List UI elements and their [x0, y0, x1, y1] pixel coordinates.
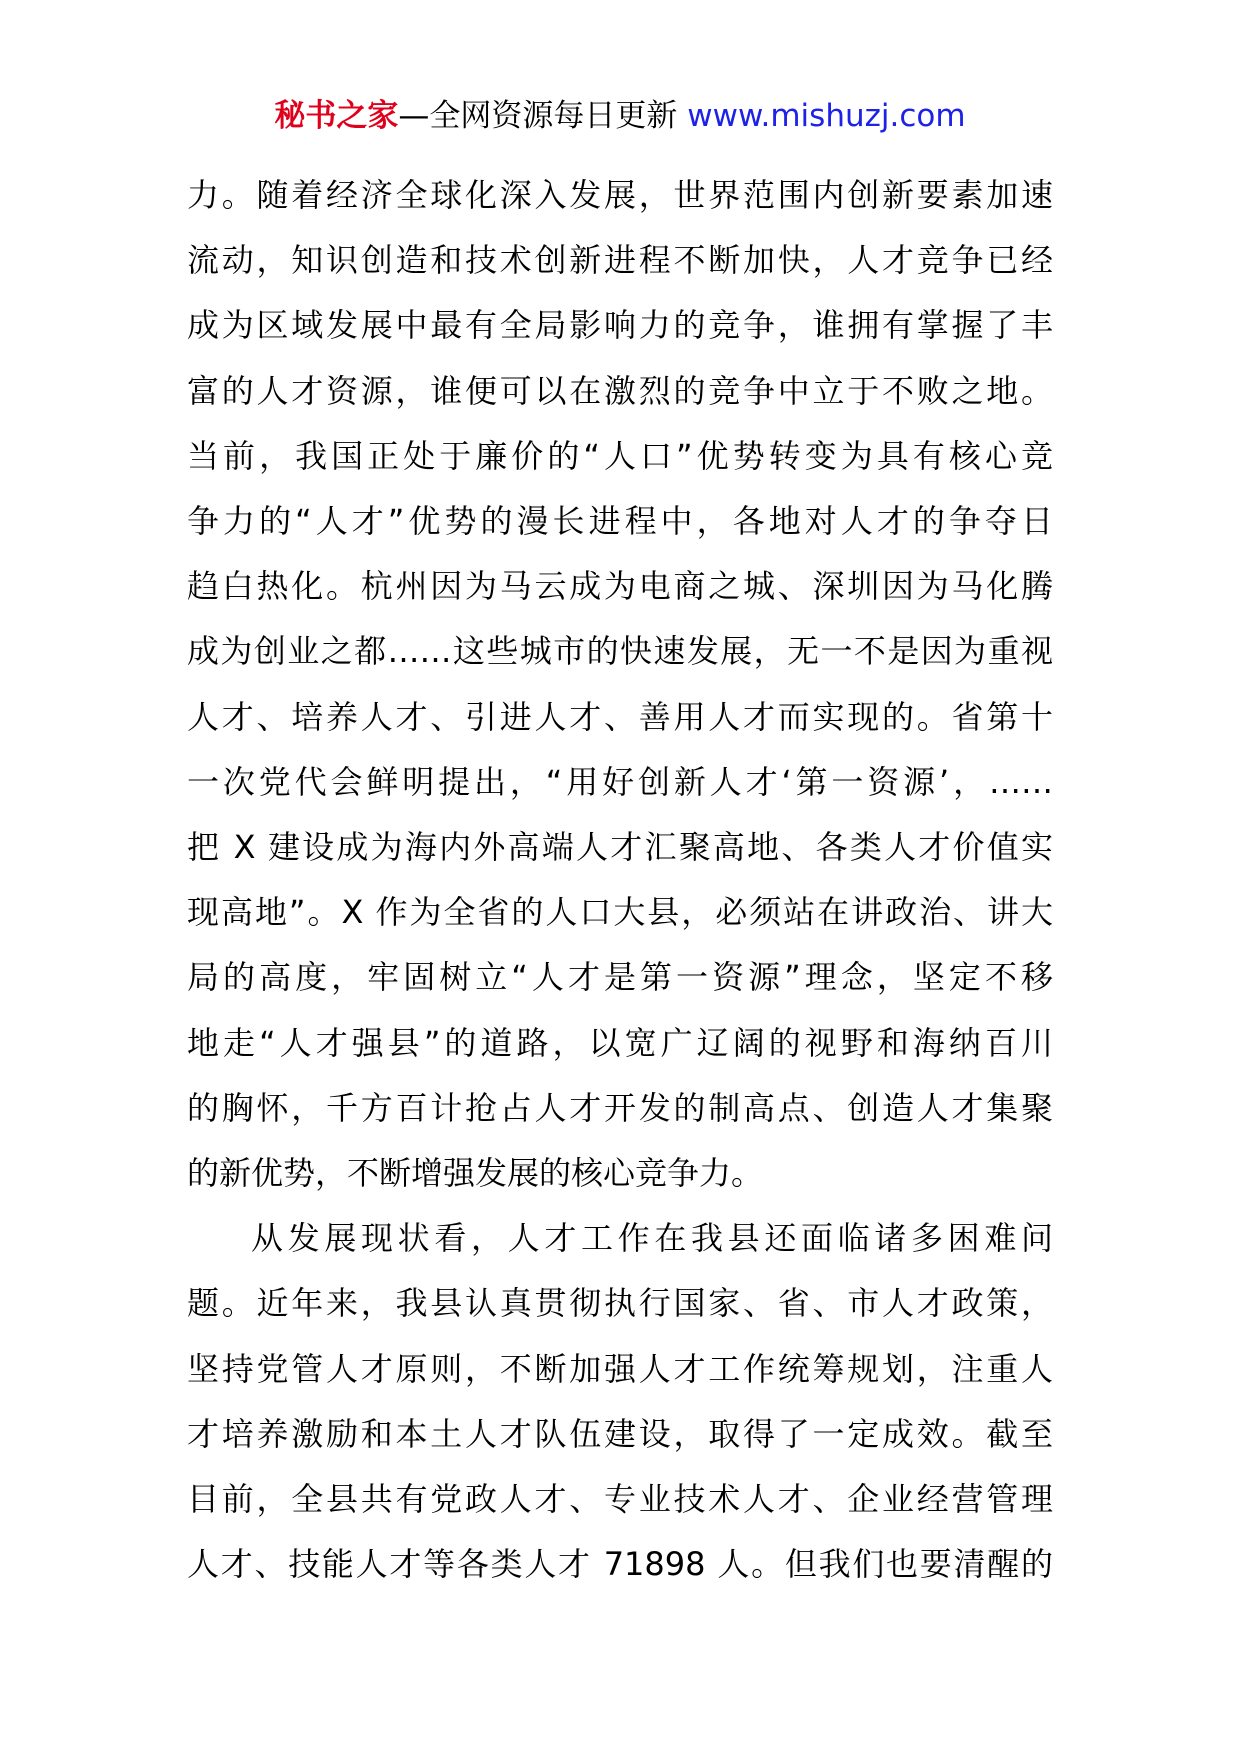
- paragraph-line: 把 X 建设成为海内外高端人才汇聚高地、各类人才价值实: [187, 828, 1053, 867]
- paragraph-line-first: 从发展现状看，人才工作在我县还面临诸多困难问: [251, 1219, 1053, 1258]
- paragraph-line: 争力的“人才”优势的漫长进程中，各地对人才的争夺日: [187, 502, 1053, 541]
- document-body: [187, 163, 1053, 1597]
- header-tagline: —全网资源每日更新: [398, 98, 678, 134]
- paragraph-line: 局的高度，牢固树立“人才是第一资源”理念，坚定不移: [187, 958, 1053, 997]
- paragraph-2: [187, 1206, 1053, 1597]
- paragraph-1: [187, 163, 1053, 1206]
- paragraph-line: 趋白热化。杭州因为马云成为电商之城、深圳因为马化腾: [187, 567, 1053, 606]
- paragraph-line: 目前，全县共有党政人才、专业技术人才、企业经营管理: [187, 1480, 1053, 1519]
- paragraph-line: 富的人才资源，谁便可以在激烈的竞争中立于不败之地。: [187, 371, 1053, 410]
- header-url-link[interactable]: www.mishuzj.com: [687, 98, 966, 134]
- paragraph-line: 当前，我国正处于廉价的“人口”优势转变为具有核心竞: [187, 436, 1053, 475]
- paragraph-line: 的胸怀，千方百计抢占人才开发的制高点、创造人才集聚: [187, 1088, 1053, 1127]
- paragraph-line: 人才、技能人才等各类人才 71898 人。但我们也要清醒的: [187, 1545, 1053, 1584]
- page-header: [0, 96, 1240, 136]
- paragraph-line: 题。近年来，我县认真贯彻执行国家、省、市人才政策，: [187, 1284, 1053, 1323]
- paragraph-line: 一次党代会鲜明提出，“用好创新人才‘第一资源’，……: [187, 762, 1053, 801]
- paragraph-line: 成为区域发展中最有全局影响力的竞争，谁拥有掌握了丰: [187, 306, 1053, 345]
- paragraph-line: 成为创业之都……这些城市的快速发展，无一不是因为重视: [187, 632, 1053, 671]
- paragraph-line: 人才、培养人才、引进人才、善用人才而实现的。省第十: [187, 697, 1053, 736]
- paragraph-line: 地走“人才强县”的道路，以宽广辽阔的视野和海纳百川: [187, 1023, 1053, 1062]
- paragraph-line-last: 的新优势，不断增强发展的核心竞争力。: [187, 1154, 764, 1193]
- paragraph-line: 坚持党管人才原则，不断加强人才工作统筹规划，注重人: [187, 1349, 1053, 1388]
- paragraph-line: 力。随着经济全球化深入发展，世界范围内创新要素加速: [187, 176, 1053, 214]
- paragraph-line: 现高地”。X 作为全省的人口大县，必须站在讲政治、讲大: [187, 893, 1053, 932]
- header-brand: 秘书之家: [274, 98, 399, 134]
- paragraph-line: 流动，知识创造和技术创新进程不断加快，人才竞争已经: [187, 241, 1053, 280]
- paragraph-line: 才培养激励和本土人才队伍建设，取得了一定成效。截至: [187, 1414, 1053, 1453]
